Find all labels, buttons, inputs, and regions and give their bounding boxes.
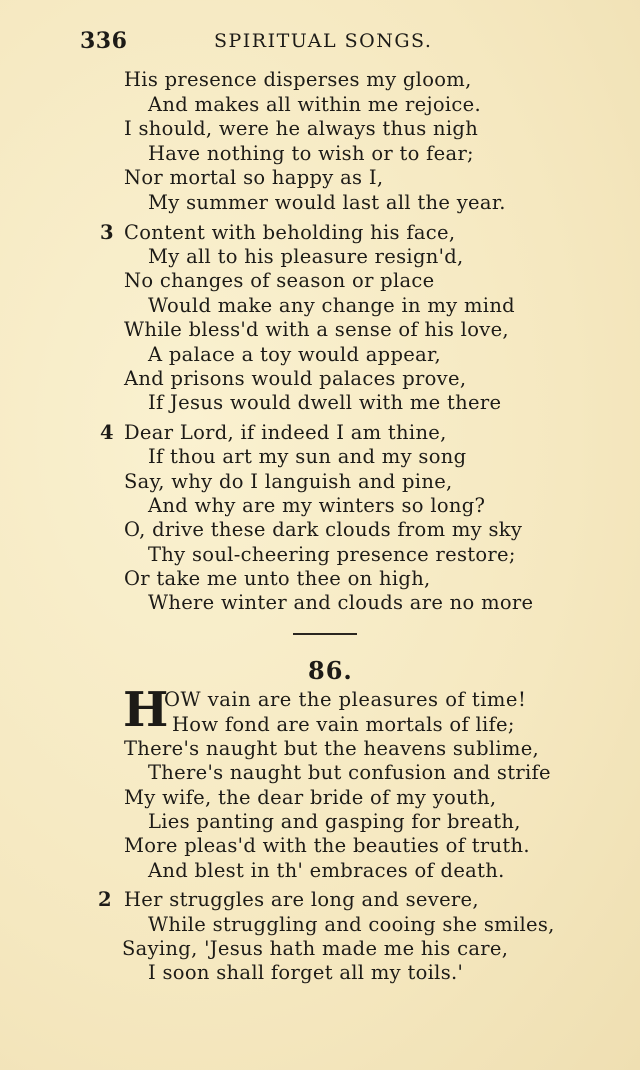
verse-line: I soon shall forget all my toils.': [148, 961, 464, 984]
verse-line: OW vain are the pleasures of time!: [164, 688, 527, 711]
verse-line: Dear Lord, if indeed I am thine,: [124, 421, 447, 444]
verse-line: Say, why do I languish and pine,: [124, 470, 453, 493]
verse-line: Would make any change in my mind: [148, 294, 515, 317]
verse-line: His presence disperses my gloom,: [124, 68, 472, 91]
verse-line: Where winter and clouds are no more: [148, 591, 534, 614]
verse-line: And why are my winters so long?: [148, 494, 486, 517]
verse-line: More pleas'd with the beauties of truth.: [124, 834, 530, 857]
verse-line: And makes all within me rejoice.: [148, 93, 481, 116]
verse-line: Saying, 'Jesus hath made me his care,: [122, 937, 509, 960]
drop-cap: H: [123, 682, 169, 738]
verse-line: Have nothing to wish or to fear;: [148, 142, 474, 165]
verse-line: No changes of season or place: [124, 269, 435, 292]
verse-line: And prisons would palaces prove,: [124, 367, 467, 390]
verse-line: Lies panting and gasping for breath,: [148, 810, 521, 833]
stanza-number: 3: [100, 221, 114, 244]
running-title: SPIRITUAL SONGS.: [214, 30, 433, 52]
verse-line: I should, were he always thus nigh: [124, 117, 479, 140]
hymn-number: 86.: [308, 656, 353, 685]
verse-line: Content with beholding his face,: [124, 221, 456, 244]
verse-line: Her struggles are long and severe,: [124, 888, 479, 911]
page-number: 336: [80, 28, 128, 54]
verse-line: O, drive these dark clouds from my sky: [124, 518, 523, 541]
verse-line: While struggling and cooing she smiles,: [148, 913, 555, 936]
verse-line: If thou art my sun and my song: [148, 445, 467, 468]
verse-line: If Jesus would dwell with me there: [148, 391, 502, 414]
verse-line: My all to his pleasure resign'd,: [148, 245, 464, 268]
verse-line: Nor mortal so happy as I,: [124, 166, 384, 189]
verse-line: My summer would last all the year.: [148, 191, 506, 214]
page-header: [0, 28, 640, 58]
verse-line: A palace a toy would appear,: [148, 343, 441, 366]
verse-line: How fond are vain mortals of life;: [172, 713, 515, 736]
verse-line: There's naught but confusion and strife: [148, 761, 551, 784]
stanza-number: 4: [100, 421, 114, 444]
verse-line: Thy soul-cheering presence restore;: [148, 543, 516, 566]
verse-line: My wife, the dear bride of my youth,: [124, 786, 497, 809]
verse-line: There's naught but the heavens sublime,: [124, 737, 540, 760]
stanza-number: 2: [98, 888, 112, 911]
verse-line: And blest in th' embraces of death.: [148, 859, 505, 882]
verse-line: Or take me unto thee on high,: [124, 567, 431, 590]
verse-line: While bless'd with a sense of his love,: [124, 318, 509, 341]
section-divider: [293, 633, 357, 635]
